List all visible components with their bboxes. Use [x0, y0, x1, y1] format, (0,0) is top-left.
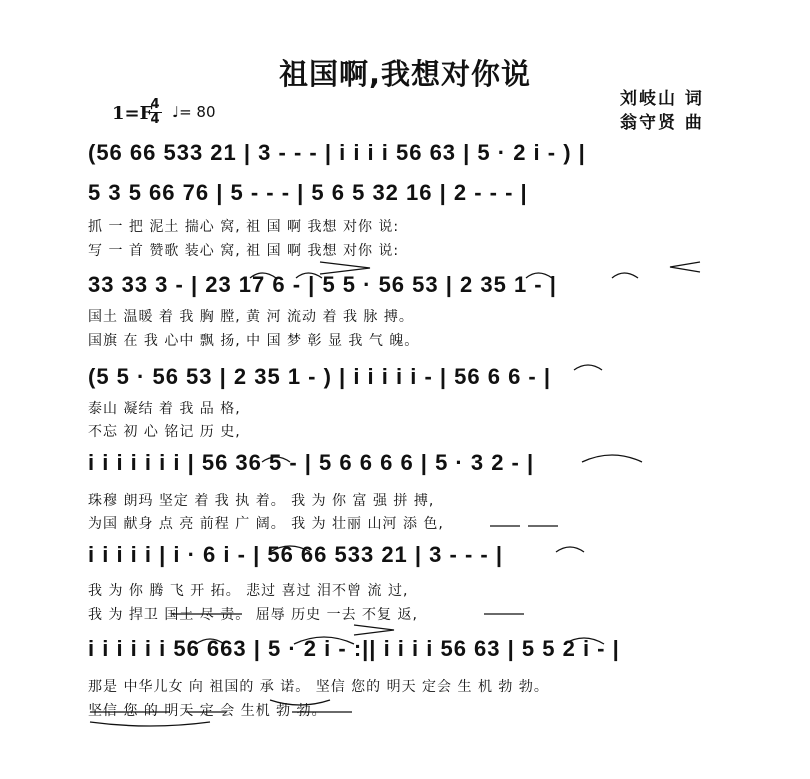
lyrics-row-2-verse-1: 抓 一 把 泥土 揣心 窝, 祖 国 啊 我想 对你 说:: [88, 219, 400, 235]
slur-mark: [612, 273, 638, 278]
lyrics-row-6-verse-1: 我 为 你 腾 飞 开 拓。 悲过 喜过 泪不曾 流 过,: [88, 583, 409, 599]
lyrics-row-4-verse-2: 不忘 初 心 铭记 历 史,: [88, 424, 241, 440]
lyrics-row-7-verse-2: 坚信 您 的 明天 定 会 生机 勃 勃。: [88, 703, 327, 719]
notes-row-7: i i i i i i 56 663 | 5 · 2 i - :|| i i i i 56 63 | 5 5 2 i - |: [88, 636, 620, 661]
composer-credit: 翁守贤 曲: [620, 113, 704, 133]
lyrics-row-2-verse-2: 写 一 首 赞歌 装心 窝, 祖 国 啊 我想 对你 说:: [88, 243, 400, 259]
slur-mark: [556, 547, 584, 552]
phrase-arc: [90, 722, 210, 726]
slur-mark: [582, 455, 642, 462]
notes-row-6: i i i i i | i · 6 i - | 56 66 533 21 | 3 - - - |: [88, 542, 503, 567]
slur-mark: [574, 365, 602, 370]
notes-row-5: i i i i i i i | 56 36 5 - | 5 6 6 6 6 | 5 · 3 2 - |: [88, 450, 535, 475]
song-title: 祖国啊,我想对你说: [278, 57, 532, 91]
time-signature-bottom: 4: [150, 112, 160, 127]
lyrics-row-3-verse-2: 国旗 在 我 心中 飘 扬, 中 国 梦 彰 显 我 气 魄。: [88, 333, 420, 349]
tempo-marking: ♩= 80: [172, 103, 216, 121]
lyrics-row-7-verse-1: 那是 中华儿女 向 祖国的 承 诺。 坚信 您的 明天 定会 生 机 勃 勃。: [88, 679, 549, 695]
time-signature: [148, 98, 162, 127]
notes-row-1: (56 66 533 21 | 3 - - - | i i i i 56 63 | 5 · 2 i - ) |: [88, 140, 586, 165]
lyrics-row-5-verse-2: 为国 献身 点 亮 前程 广 阔。 我 为 壮丽 山河 添 色,: [88, 516, 444, 532]
lyricist-credit: 刘岐山 词: [620, 89, 704, 109]
notes-row-2: 5 3 5 66 76 | 5 - - - | 5 6 5 32 16 | 2 - - - |: [88, 180, 528, 205]
time-signature-top: 4: [148, 98, 162, 113]
hairpin-mark: [354, 625, 394, 635]
hairpin-mark: [670, 262, 700, 272]
lyrics-row-4-verse-1: 泰山 凝结 着 我 品 格,: [88, 401, 241, 417]
notes-row-4: (5 5 · 56 53 | 2 35 1 - ) | i i i i i - | 56 6 6 - |: [88, 364, 552, 389]
key-signature: 1=F: [112, 103, 153, 124]
lyrics-row-3-verse-1: 国土 温暖 着 我 胸 膛, 黄 河 流动 着 我 脉 搏。: [88, 309, 414, 325]
lyrics-row-6-verse-2: 我 为 捍卫 国土 尽 责。 屈辱 历史 一去 不复 返,: [88, 607, 418, 623]
lyrics-row-5-verse-1: 珠穆 朗玛 坚定 着 我 执 着。 我 为 你 富 强 拼 搏,: [88, 493, 435, 509]
notes-row-3: 33 33 3 - | 23 17 6 - | 5 5 · 56 53 | 2 35 1 - |: [88, 272, 557, 297]
